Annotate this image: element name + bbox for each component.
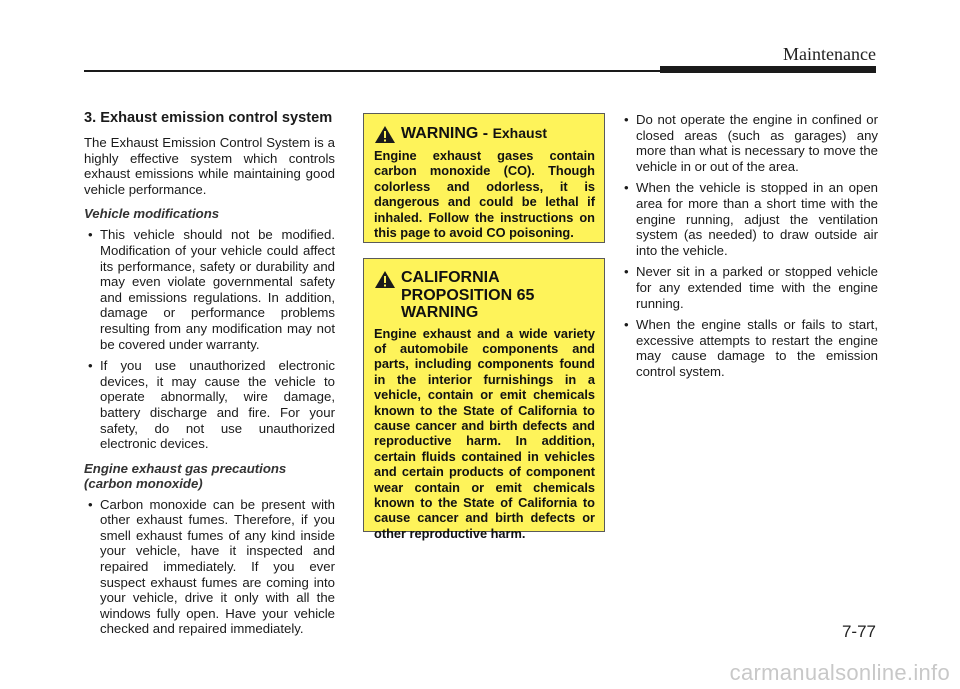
warning-body: Engine exhaust gases contain carbon monoxide (CO). Though colorless and odorless, it is dangerous and could be lethal if inhaled. Follow the instructions on this page to avoid CO poisoning. <box>374 148 595 241</box>
right-column <box>620 112 878 389</box>
warning-header <box>374 124 595 144</box>
list-item: • When the vehicle is stopped in an open area for more than a short time with the engine running, adjust the ventilation system (as needed) to draw outside air into the vehicle. <box>620 180 878 258</box>
section-intro: The Exhaust Emission Control System is a highly effective system which controls exhaust emissions while maintaining good vehicle performance. <box>84 135 335 197</box>
warning-body: Engine exhaust and a wide variety of automobile components and parts, including components found in the interior furnishings in a vehicle, contain or emit chemicals known to the State of California to cause cancer and birth defects and reproductive harm. In addition, certain fluids contained in vehicles and certain products of component wear contain or emit chemicals known to the State of California to cause cancer and birth defects or other reproductive harm. <box>374 325 595 541</box>
subsection-heading-vehicle-modifications: Vehicle modifications <box>84 206 220 222</box>
warning-triangle-icon <box>374 270 396 289</box>
subsection-heading-exhaust-precautions: Engine exhaust gas precautions (carbon monoxide) <box>84 460 287 491</box>
exhaust-precautions-list <box>84 497 335 637</box>
left-column <box>84 110 335 646</box>
section-title: 3. Exhaust emission control system <box>84 110 333 126</box>
header-rule-accent <box>660 66 876 73</box>
list-item: • When the engine stalls or fails to start, excessive attempts to restart the engine may cause damage to the emission control system. <box>620 317 878 379</box>
list-item: • Carbon monoxide can be present with other exhaust fumes. Therefore, if you smell exhaust fumes of any kind inside your vehicle, have it inspected and repaired immediately. If you ever suspect exhaust fumes are coming into your vehicle, drive it only with all the windows fully open. Have your vehicle checked and repaired immediately. <box>84 497 335 637</box>
warning-triangle-icon <box>374 125 396 144</box>
list-item: • Do not operate the engine in confined or closed areas (such as garages) any more than what is necessary to move the vehicle in or out of the area. <box>620 112 878 174</box>
vehicle-modifications-list <box>84 227 335 451</box>
warning-label: CALIFORNIA PROPOSITION 65 WARNING <box>401 269 535 321</box>
warning-box-exhaust <box>363 113 605 243</box>
list-item: • If you use unauthorized electronic devices, it may cause the vehicle to operate abnormally, wire damage, battery discharge and fire. For your safety, do not use unauthorized electronic devices. <box>84 358 335 452</box>
watermark: carmanualsonline.info <box>729 660 950 685</box>
warning-box-prop65 <box>363 258 605 541</box>
page-number: 7-77 <box>841 622 876 641</box>
page-header-title: Maintenance <box>783 44 876 64</box>
warning-label: WARNING - <box>401 125 489 142</box>
warning-header <box>374 269 595 322</box>
exhaust-safety-list <box>620 112 878 380</box>
warning-subject: Exhaust <box>492 125 548 141</box>
header-rule <box>84 70 660 72</box>
list-item: • This vehicle should not be modified. Modification of your vehicle could affect its performance, safety or durability and may even violate governmental safety and emissions regulations. In addition, damage or performance problems resulting from any modification may not be covered under warranty. <box>84 227 335 352</box>
list-item: • Never sit in a parked or stopped vehicle for any extended time with the engine running. <box>620 264 878 311</box>
